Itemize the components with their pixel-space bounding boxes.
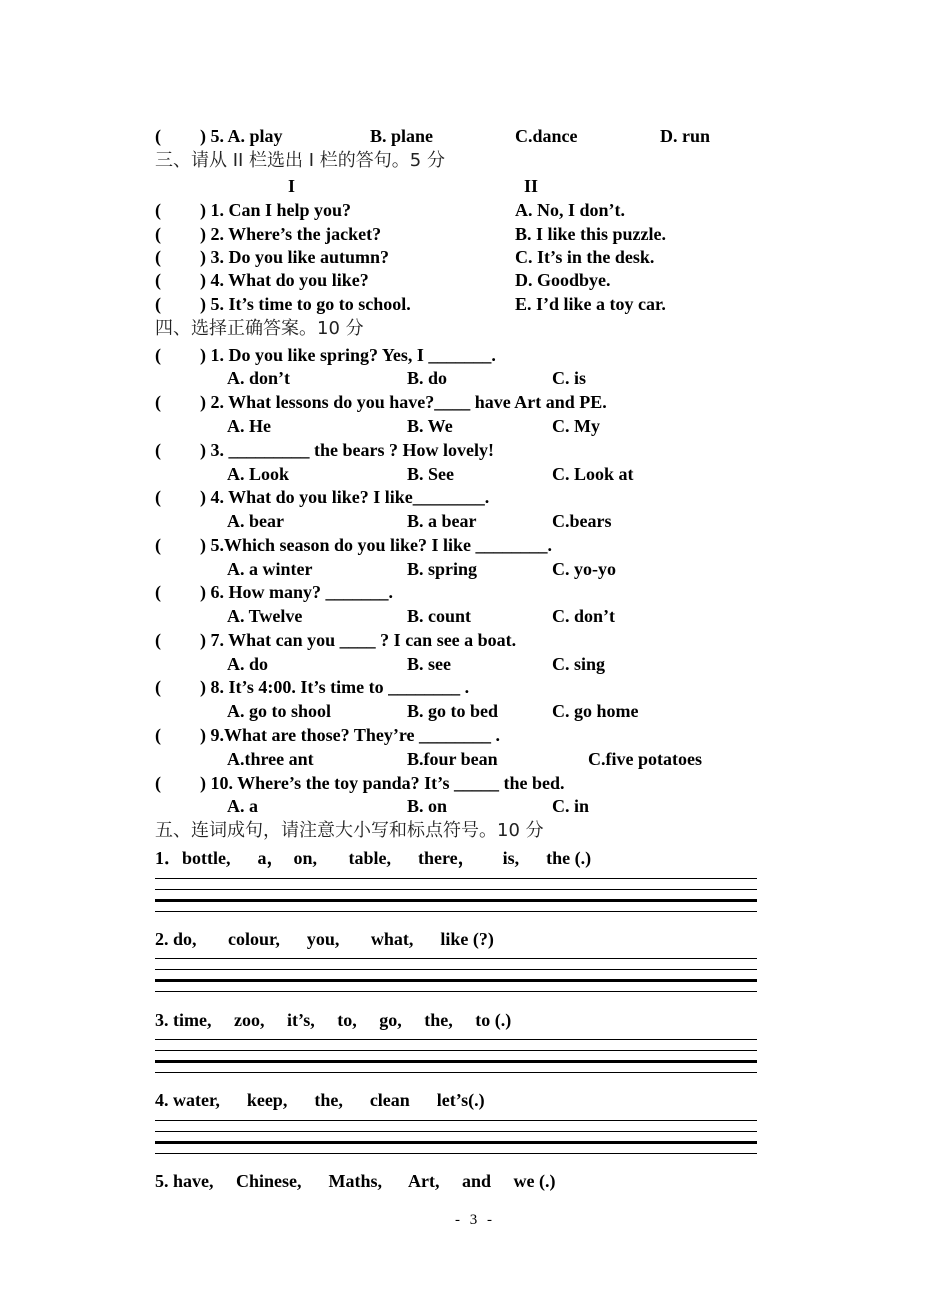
word-order-item: 1．bottle, a， on, table, there， is, the (.) <box>155 848 592 868</box>
option-b: B. see <box>407 654 451 674</box>
page-number: - 3 - <box>455 1212 495 1228</box>
mc-question: ) 8. It’s 4:00. It’s time to ________ . <box>200 677 470 697</box>
match-answer: A. No, I don’t. <box>515 200 626 220</box>
match-question: ) 4. What do you like? <box>200 270 369 290</box>
mc-question: ) 10. Where’s the toy panda? It’s _____ the bed. <box>200 773 565 793</box>
paren-open: ( <box>155 630 161 650</box>
mc-question: ) 5.Which season do you like? I like ________. <box>200 535 553 555</box>
option-c: C. sing <box>552 654 606 674</box>
match-question: ) 3. Do you like autumn? <box>200 247 390 267</box>
column-1-header: I <box>288 176 296 196</box>
writing-line <box>155 958 757 959</box>
writing-line <box>155 1153 757 1154</box>
match-answer: B. I like this puzzle. <box>515 224 667 244</box>
column-2-header: II <box>524 176 539 196</box>
option-a: A. do <box>227 654 269 674</box>
option-a: A. go to shool <box>227 701 332 721</box>
match-answer: C. It’s in the desk. <box>515 247 655 267</box>
option-c: C. go home <box>552 701 639 721</box>
option-c: C. in <box>552 796 590 816</box>
word-order-item: 3. time, zoo, it’s, to, go, the, to (.) <box>155 1010 512 1030</box>
section-4-heading: 四、选择正确答案。10 分 <box>155 318 364 339</box>
option-d: D. run <box>660 126 711 146</box>
paren-open: ( <box>155 392 161 412</box>
option-b: B. a bear <box>407 511 477 531</box>
paren-open: ( <box>155 200 161 220</box>
mc-question: ) 9.What are those? They’re ________ . <box>200 725 500 745</box>
writing-line <box>155 911 757 912</box>
option-b: B. See <box>407 464 454 484</box>
option-a: A. a <box>227 796 258 816</box>
word-order-item: 4. water, keep, the, clean let’s(.) <box>155 1090 485 1110</box>
writing-line <box>155 1131 757 1132</box>
mc-question: ) 6. How many? _______. <box>200 582 393 602</box>
option-c: C. don’t <box>552 606 616 626</box>
paren-open: ( <box>155 270 161 290</box>
option-a: A. Twelve <box>227 606 303 626</box>
option-b: B. do <box>407 368 448 388</box>
paren-open: ( <box>155 725 161 745</box>
match-question: ) 5. It’s time to go to school. <box>200 294 411 314</box>
word-order-item: 5. have, Chinese, Maths, Art, and we (.) <box>155 1171 556 1191</box>
mc-question: ) 1. Do you like spring? Yes, I _______. <box>200 345 496 365</box>
option-b: B. plane <box>370 126 434 146</box>
writing-line <box>155 1120 757 1121</box>
writing-line <box>155 889 757 890</box>
paren-open: ( <box>155 294 161 314</box>
option-c: C.five potatoes <box>588 749 702 769</box>
writing-line <box>155 1039 757 1040</box>
paren-open: ( <box>155 224 161 244</box>
option-c: C. yo-yo <box>552 559 616 579</box>
writing-line <box>155 1060 757 1063</box>
option-a: A. don’t <box>227 368 291 388</box>
writing-line <box>155 979 757 982</box>
paren-open: ( <box>155 677 161 697</box>
writing-line <box>155 899 757 902</box>
mc-question: ) 3. _________ the bears ? How lovely! <box>200 440 494 460</box>
question-text: ) 5. A. play <box>200 126 283 146</box>
mc-question: ) 7. What can you ____ ? I can see a boat. <box>200 630 517 650</box>
paren-open: ( <box>155 535 161 555</box>
paren-open: ( <box>155 440 161 460</box>
paren-open: ( <box>155 773 161 793</box>
writing-line <box>155 1050 757 1051</box>
option-c: C. My <box>552 416 600 436</box>
mc-question: ) 2. What lessons do you have?____ have Art and PE. <box>200 392 607 412</box>
option-a: A. He <box>227 416 271 436</box>
option-a: A. bear <box>227 511 284 531</box>
writing-line <box>155 1072 757 1073</box>
section-5-heading: 五、连词成句，请注意大小写和标点符号。10 分 <box>155 820 544 841</box>
match-answer: D. Goodbye. <box>515 270 611 290</box>
paren-open: ( <box>155 247 161 267</box>
match-answer: E. I’d like a toy car. <box>515 294 666 314</box>
mc-question: ) 4. What do you like? I like________. <box>200 487 490 507</box>
option-b: B. We <box>407 416 453 436</box>
option-c: C. Look at <box>552 464 634 484</box>
option-c: C. is <box>552 368 587 388</box>
writing-line <box>155 991 757 992</box>
option-c: C.dance <box>515 126 578 146</box>
option-a: A. a winter <box>227 559 313 579</box>
paren-open: ( <box>155 582 161 602</box>
writing-line <box>155 969 757 970</box>
option-a: A.three ant <box>227 749 314 769</box>
option-b: B. go to bed <box>407 701 499 721</box>
paren-open: ( <box>155 126 161 146</box>
option-b: B. count <box>407 606 472 626</box>
writing-line <box>155 1141 757 1144</box>
word-order-item: 2. do, colour, you, what, like (?) <box>155 929 494 949</box>
section-3-heading: 三、请从 II 栏选出 I 栏的答句。5 分 <box>155 150 445 171</box>
option-c: C.bears <box>552 511 612 531</box>
match-question: ) 2. Where’s the jacket? <box>200 224 382 244</box>
match-question: ) 1. Can I help you? <box>200 200 352 220</box>
paren-open: ( <box>155 345 161 365</box>
writing-line <box>155 878 757 879</box>
option-b: B. spring <box>407 559 478 579</box>
paren-open: ( <box>155 487 161 507</box>
option-a: A. Look <box>227 464 290 484</box>
option-b: B. on <box>407 796 448 816</box>
option-b: B.four bean <box>407 749 498 769</box>
